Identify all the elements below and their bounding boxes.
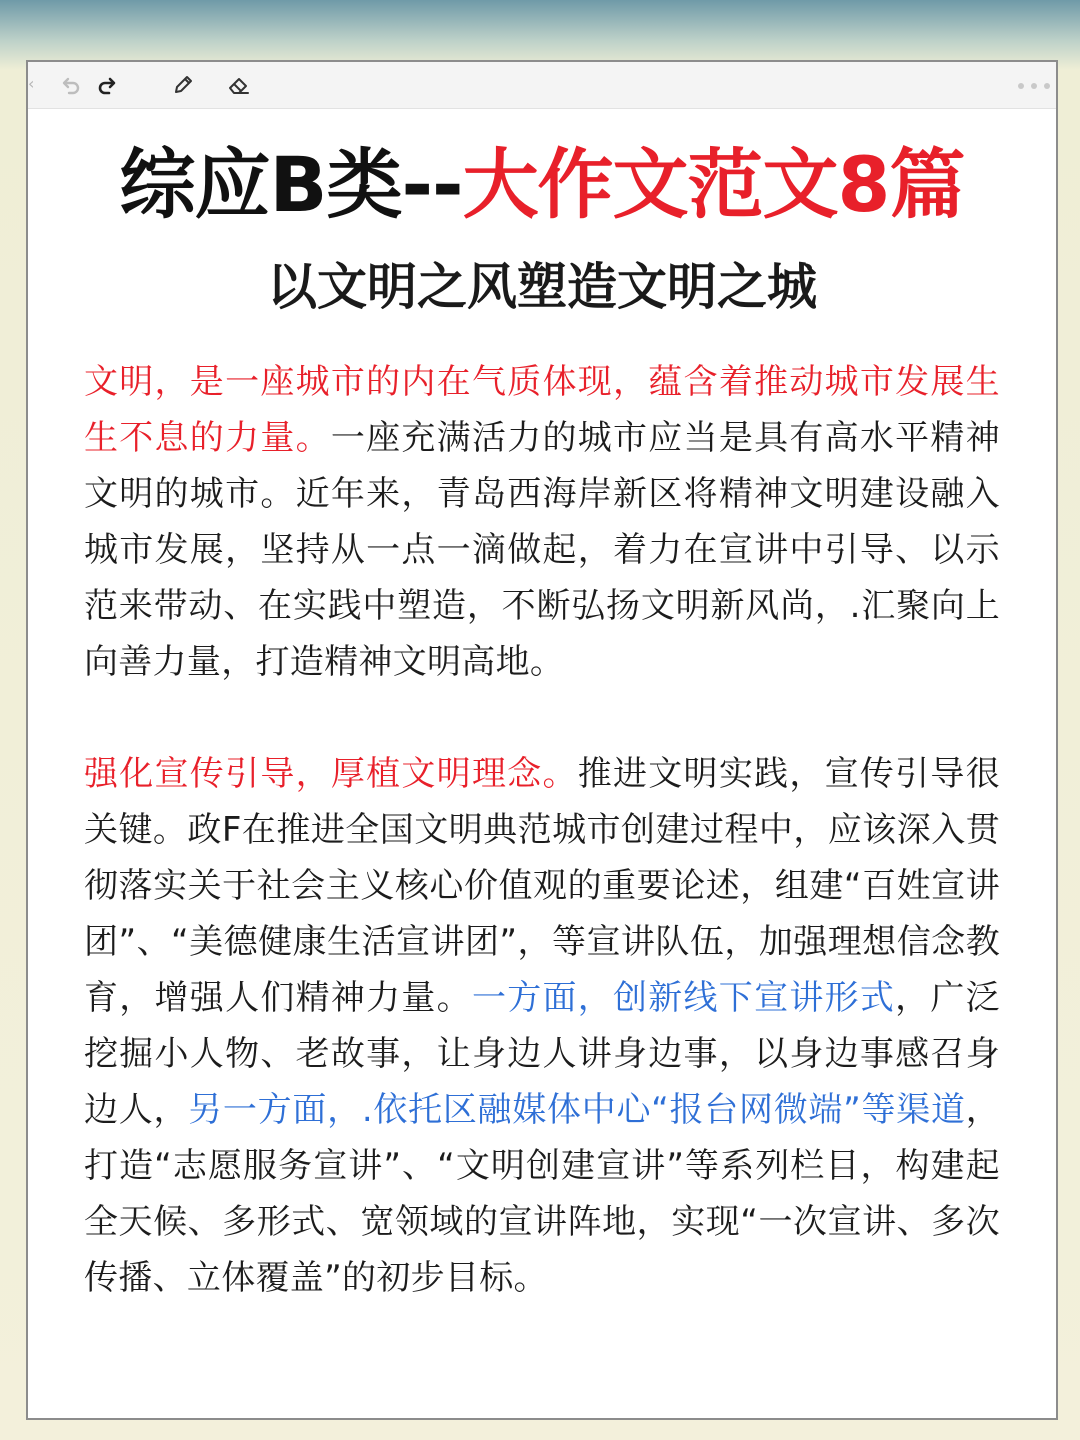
document-page <box>26 60 1058 1420</box>
essay-body <box>84 354 1000 1362</box>
paragraph-text: 推进文明实践，宣传引导很关键。政F在推进全国文明典范城市创建过程中，应该深入贯彻落实关于社会主义核心价值观的重要论述，组建“百姓宣讲团”、“美德健康生活宣讲团”，等宣讲队伍，加强理想信念教育，增强人们精神力量。 <box>84 754 1000 1018</box>
paragraph <box>84 354 1000 690</box>
pen-icon[interactable] <box>168 70 198 100</box>
paragraph-lead-highlight: 文明，是一座城市的内在气质体现，蕴含着推动城市发展生生不息的力量。 <box>84 362 1000 458</box>
editor-toolbar <box>28 62 1056 109</box>
paragraph-blue-highlight: 另一方面，.依托区融媒体中心“报台网微端”等渠道 <box>188 1090 966 1130</box>
paragraph <box>84 746 1000 1306</box>
chevron-left-icon[interactable]: ‹ <box>28 74 35 93</box>
paragraph-text: ，打造“志愿服务宣讲”、“文明创建宣讲”等系列栏目，构建起全天候、多形式、宽领域的宣讲阵地，实现“一次宣讲、多次传播、立体覆盖”的初步目标。 <box>84 1090 1000 1298</box>
paragraph-text: 一座充满活力的城市应当是具有高水平精神文明的城市。近年来，青岛西海岸新区将精神文明建设融入城市发展，坚持从一点一滴做起，着力在宣讲中引导、以示范来带动、在实践中塑造，不断弘扬文明新风尚，.汇聚向上向善力量，打造精神文明高地。 <box>84 418 1000 682</box>
paragraph-lead-highlight: 强化宣传引导，厚植文明理念。 <box>84 754 578 794</box>
essay-title: 以文明之风塑造文明之城 <box>267 258 817 316</box>
redo-icon[interactable] <box>92 70 122 100</box>
page-title <box>28 140 1056 230</box>
title-part-red: 大作文范文8篇 <box>462 140 965 229</box>
eraser-icon[interactable] <box>224 70 254 100</box>
paragraph-text: ，广泛挖掘小人物、老故事，让身边人讲身边事，以身边事感召身边人， <box>84 978 1000 1130</box>
undo-icon[interactable] <box>56 70 86 100</box>
paragraph-blue-highlight: 一方面，创新线下宣讲形式 <box>471 978 896 1018</box>
more-icon[interactable] <box>1018 82 1050 90</box>
title-part-black: 综应B类-- <box>119 140 463 229</box>
